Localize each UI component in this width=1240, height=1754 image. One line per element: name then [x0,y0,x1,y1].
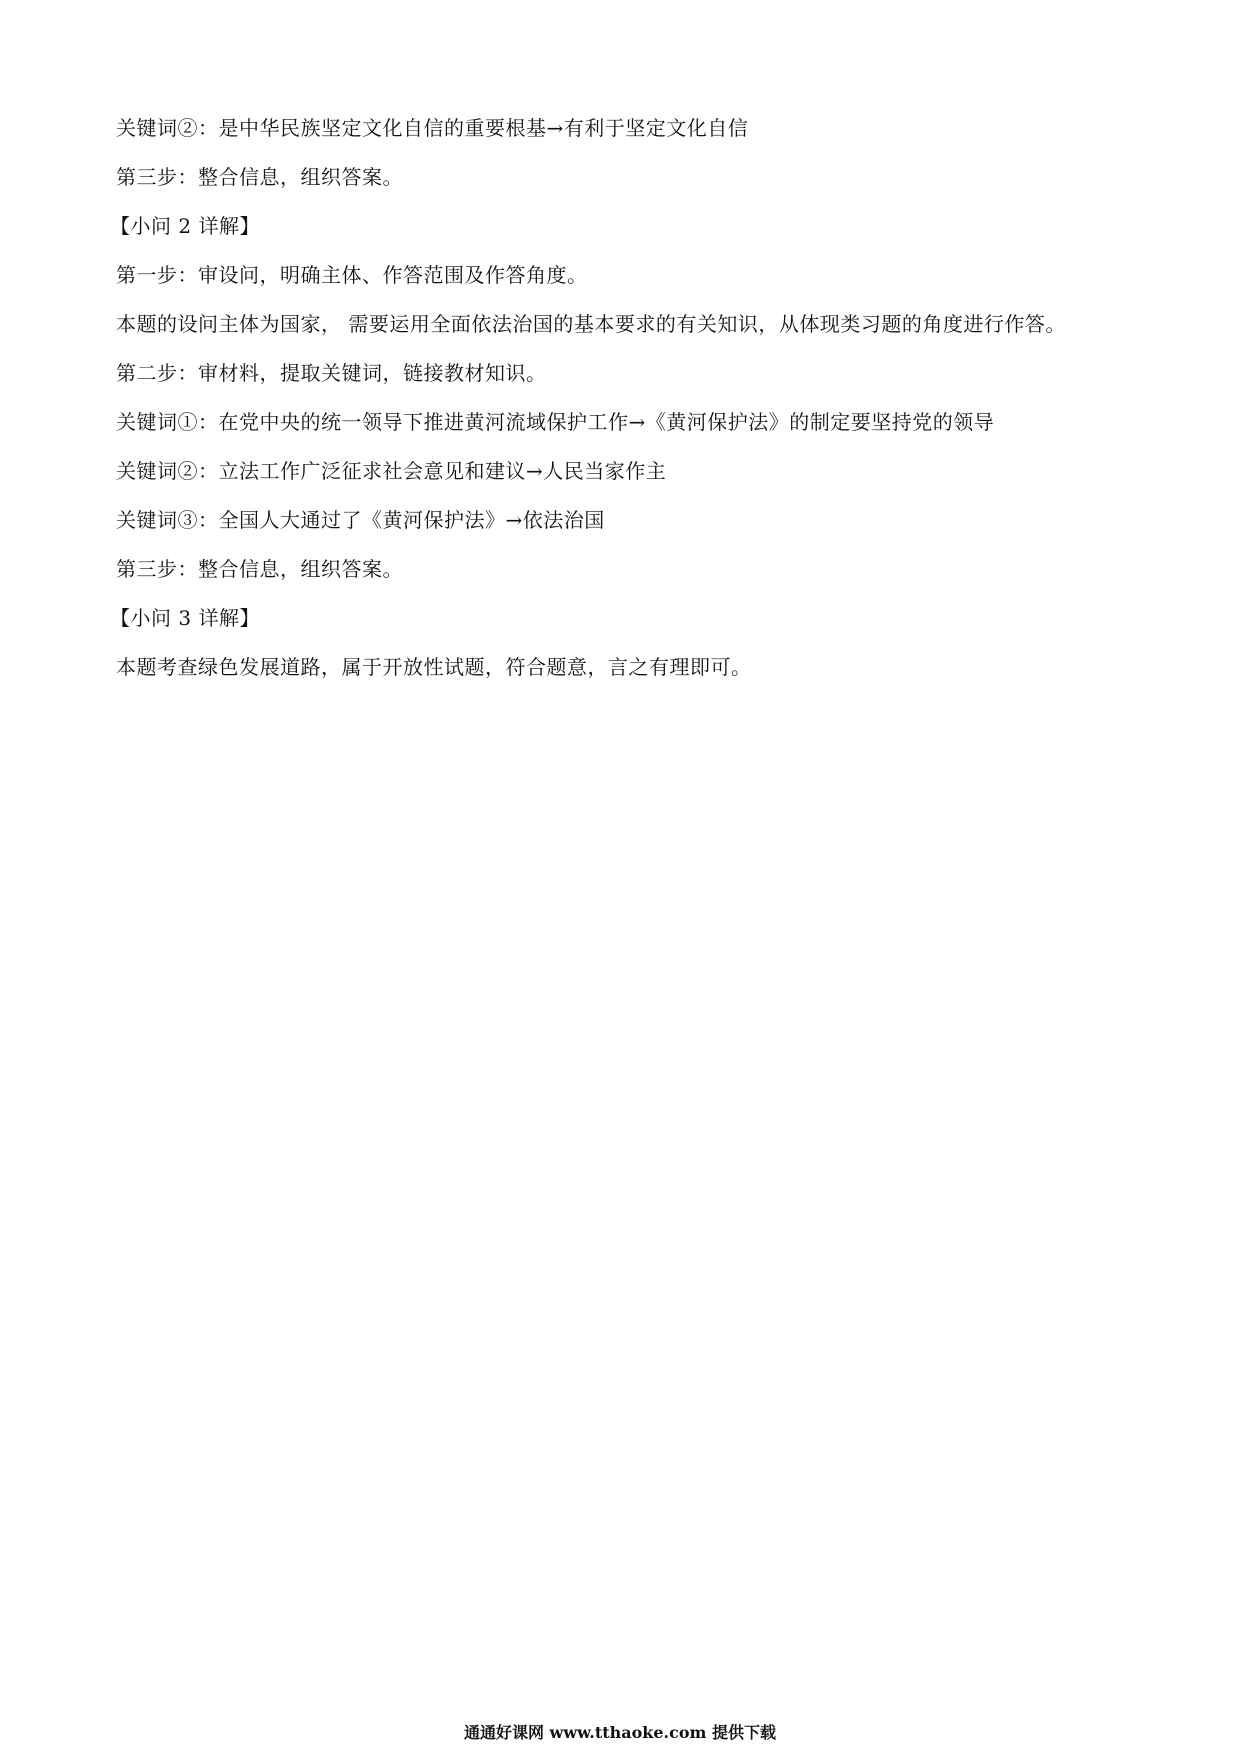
step-line: 第二步：审材料，提取关键词，链接教材知识。 [116,361,547,385]
step-line: 第三步：整合信息，组织答案。 [116,557,403,581]
keyword-line: 关键词②：立法工作广泛征求社会意见和建议→人民当家作主 [116,459,667,483]
paragraph-text: 本题的设问主体为国家， 需要运用全面依法治国的基本要求的有关知识，从体现类习题的角度进行作答。 [116,312,1066,336]
section-heading: 【小问 2 详解】 [110,214,260,238]
keyword-line: 关键词②：是中华民族坚定文化自信的重要根基→有利于坚定文化自信 [116,116,749,140]
keyword-line: 关键词①：在党中央的统一领导下推进黄河流域保护工作→《黄河保护法》的制定要坚持党的领导 [116,410,995,434]
page-footer: 通通好课网 www.tthaoke.com 提供下载 [463,1723,777,1742]
step-line: 第一步：审设问，明确主体、作答范围及作答角度。 [116,263,588,287]
step-line: 第三步：整合信息，组织答案。 [116,165,403,189]
paragraph-text: 本题考查绿色发展道路，属于开放性试题，符合题意，言之有理即可。 [116,655,752,679]
section-heading: 【小问 3 详解】 [110,606,260,630]
document-body [110,104,1116,692]
keyword-line: 关键词③：全国人大通过了《黄河保护法》→依法治国 [116,508,605,532]
